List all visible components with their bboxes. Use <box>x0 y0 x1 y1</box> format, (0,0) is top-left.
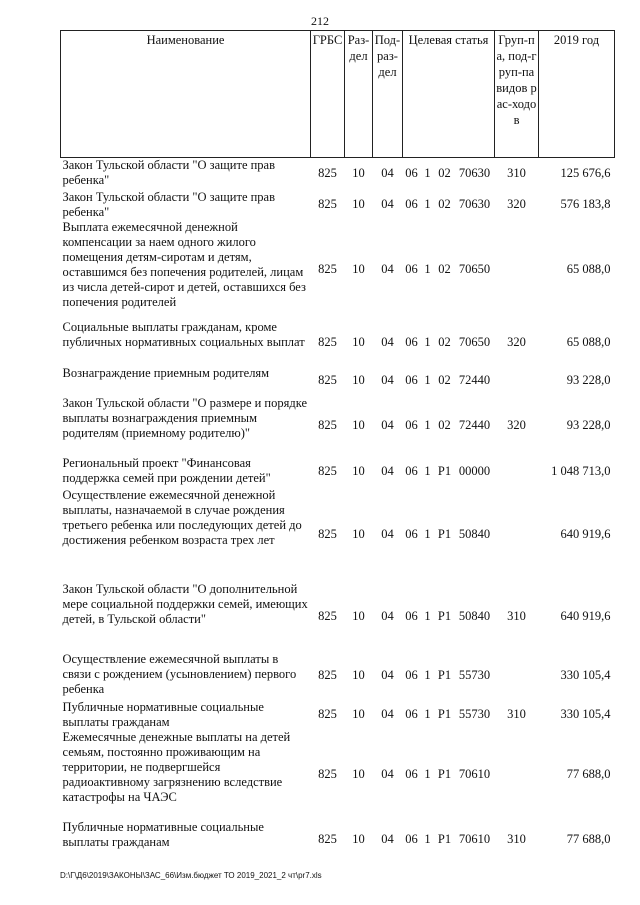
row-razdel: 10 <box>352 197 365 211</box>
row-name: Закон Тульской области "О защите прав ребенка" <box>62 189 276 219</box>
row-grbs: 825 <box>318 166 337 181</box>
row-target-subprogram: 1 <box>424 707 431 721</box>
file-path-footer: D:\Г\Д6\2019\ЗАКОНЫ\ЗАС_66\Изм.бюджет ТО 2019_2021_2 чт\pr7.xls <box>60 871 322 880</box>
row-target-subprogram: 1 <box>424 609 431 623</box>
row-target-subprogram: 1 <box>424 668 431 682</box>
row-target-program: 06 <box>405 166 418 181</box>
row-target-direction: 00000 <box>458 464 491 478</box>
table-row <box>61 190 615 220</box>
row-target-program: 06 <box>405 262 418 276</box>
row-target-subprogram: 1 <box>424 832 431 846</box>
row-razdel: 10 <box>352 335 365 349</box>
row-expense-type <box>495 652 539 700</box>
row-grbs: 825 <box>318 767 337 781</box>
header-group: Груп-па, под-груп-па видов рас-ходов <box>495 31 539 158</box>
row-amount-2019: 77 688,0 <box>566 767 611 781</box>
table-row <box>61 488 615 582</box>
row-razdel: 10 <box>352 464 365 478</box>
row-name: Выплата ежемесячной денежной компенсации за наем одного жилого помещения детям-сиротам и детям, оставшимся без попечения родителей, лицам из числа детей-сирот и детей, оставшихся без попечения родителей <box>62 219 306 309</box>
row-podrazdel: 04 <box>381 418 394 432</box>
row-amount-2019: 65 088,0 <box>566 262 611 276</box>
row-target-event: 02 <box>438 335 451 349</box>
row-razdel: 10 <box>352 832 365 846</box>
row-target-direction: 70610 <box>458 832 491 846</box>
row-name: Вознаграждение приемным родителям <box>62 365 270 380</box>
row-expense-type <box>495 220 539 320</box>
row-razdel: 10 <box>352 609 365 623</box>
header-year: 2019 год <box>539 31 615 158</box>
table-row <box>61 582 615 652</box>
row-target-program: 06 <box>405 464 418 478</box>
row-target-program: 06 <box>405 707 418 721</box>
table-row <box>61 820 615 860</box>
row-amount-2019: 330 105,4 <box>560 668 611 682</box>
row-expense-type <box>495 730 539 820</box>
row-grbs: 825 <box>318 464 337 478</box>
row-target-direction: 72440 <box>458 373 491 387</box>
row-target-event: 02 <box>438 373 451 387</box>
row-target-program: 06 <box>405 373 418 387</box>
row-expense-type: 310 <box>507 166 526 181</box>
row-grbs: 825 <box>318 832 337 846</box>
row-name: Осуществление ежемесячной денежной выплаты, назначаемой в случае рождения третьего ребенка или последующих детей до достижения ребенком возраста трех лет <box>62 487 302 547</box>
row-expense-type <box>495 366 539 396</box>
table-row <box>61 320 615 366</box>
row-target-direction: 70650 <box>458 335 491 349</box>
row-podrazdel: 04 <box>381 707 394 721</box>
row-target-program: 06 <box>405 609 418 623</box>
row-target-event: P1 <box>437 767 452 781</box>
table-row <box>61 700 615 730</box>
row-grbs: 825 <box>318 668 337 682</box>
row-target-subprogram: 1 <box>424 166 431 181</box>
row-name: Закон Тульской области "О защите прав ребенка" <box>62 158 276 187</box>
row-target-direction: 55730 <box>458 707 491 721</box>
row-target-subprogram: 1 <box>424 262 431 276</box>
row-podrazdel: 04 <box>381 609 394 623</box>
header-name: Наименование <box>61 31 311 158</box>
row-expense-type: 310 <box>507 609 526 623</box>
row-name: Социальные выплаты гражданам, кроме публичных нормативных социальных выплат <box>62 319 305 349</box>
table-header <box>61 31 615 158</box>
row-razdel: 10 <box>352 527 365 541</box>
page-number: 212 <box>311 14 329 28</box>
row-name: Публичные нормативные социальные выплаты гражданам <box>62 699 264 729</box>
row-razdel: 10 <box>352 767 365 781</box>
row-podrazdel: 04 <box>381 197 394 211</box>
row-expense-type: 310 <box>507 707 526 721</box>
table-row <box>61 396 615 456</box>
row-target-direction: 70630 <box>458 166 491 181</box>
row-target-subprogram: 1 <box>424 373 431 387</box>
row-name: Закон Тульской области "О дополнительной мере социальной поддержки семей, имеющих детей, в Тульской области" <box>62 581 308 626</box>
row-grbs: 825 <box>318 609 337 623</box>
table-row <box>61 366 615 396</box>
row-target-program: 06 <box>405 832 418 846</box>
header-grbs: ГРБС <box>311 31 345 158</box>
row-target-subprogram: 1 <box>424 197 431 211</box>
row-name: Закон Тульской области "О размере и порядке выплаты вознаграждения приемным родителям (приемному родителю)" <box>62 395 308 440</box>
row-grbs: 825 <box>318 262 337 276</box>
row-podrazdel: 04 <box>381 464 394 478</box>
header-razdel: Раз-дел <box>345 31 373 158</box>
row-podrazdel: 04 <box>381 832 394 846</box>
row-target-program: 06 <box>405 197 418 211</box>
row-expense-type <box>495 456 539 488</box>
row-target-event: P1 <box>437 668 452 682</box>
row-expense-type <box>495 488 539 582</box>
row-grbs: 825 <box>318 527 337 541</box>
row-grbs: 825 <box>318 335 337 349</box>
row-expense-type: 320 <box>507 335 526 349</box>
row-target-subprogram: 1 <box>424 464 431 478</box>
row-amount-2019: 93 228,0 <box>566 418 611 432</box>
row-grbs: 825 <box>318 197 337 211</box>
header-podrazdel: Под-раз-дел <box>373 31 403 158</box>
row-target-event: 02 <box>438 166 451 181</box>
table-row <box>61 158 615 190</box>
row-target-program: 06 <box>405 418 418 432</box>
row-podrazdel: 04 <box>381 527 394 541</box>
row-target-subprogram: 1 <box>424 335 431 349</box>
row-amount-2019: 640 919,6 <box>560 527 611 541</box>
row-amount-2019: 330 105,4 <box>560 707 611 721</box>
table-body <box>61 158 615 860</box>
row-grbs: 825 <box>318 373 337 387</box>
row-name: Ежемесячные денежные выплаты на детей семьям, постоянно проживающим на территории, не подвергшейся радиоактивному загрязнению вследствие катастрофы на ЧАЭС <box>62 729 291 804</box>
row-razdel: 10 <box>352 166 365 181</box>
row-target-direction: 50840 <box>458 527 491 541</box>
row-name: Осуществление ежемесячной выплаты в связи с рождением (усыновлением) первого ребенка <box>62 651 297 696</box>
row-target-program: 06 <box>405 668 418 682</box>
row-target-event: P1 <box>437 609 452 623</box>
row-amount-2019: 576 183,8 <box>560 197 611 211</box>
row-target-subprogram: 1 <box>424 418 431 432</box>
table-row <box>61 652 615 700</box>
row-target-direction: 55730 <box>458 668 491 682</box>
row-target-program: 06 <box>405 335 418 349</box>
row-target-direction: 72440 <box>458 418 491 432</box>
row-amount-2019: 65 088,0 <box>566 335 611 349</box>
row-podrazdel: 04 <box>381 668 394 682</box>
row-target-event: P1 <box>437 707 452 721</box>
row-razdel: 10 <box>352 418 365 432</box>
row-podrazdel: 04 <box>381 166 394 181</box>
row-amount-2019: 1 048 713,0 <box>551 464 611 478</box>
row-expense-type: 310 <box>507 832 526 846</box>
row-amount-2019: 93 228,0 <box>566 373 611 387</box>
table-row <box>61 456 615 488</box>
row-podrazdel: 04 <box>381 335 394 349</box>
row-target-program: 06 <box>405 767 418 781</box>
row-podrazdel: 04 <box>381 767 394 781</box>
row-razdel: 10 <box>352 262 365 276</box>
table-row <box>61 730 615 820</box>
row-razdel: 10 <box>352 668 365 682</box>
row-target-direction: 70630 <box>458 197 491 211</box>
row-target-direction: 70610 <box>458 767 491 781</box>
budget-table <box>60 30 615 860</box>
row-target-event: 02 <box>438 418 451 432</box>
row-target-subprogram: 1 <box>424 527 431 541</box>
row-target-subprogram: 1 <box>424 767 431 781</box>
row-amount-2019: 77 688,0 <box>566 832 611 846</box>
row-podrazdel: 04 <box>381 373 394 387</box>
row-razdel: 10 <box>352 373 365 387</box>
row-target-event: 02 <box>438 262 451 276</box>
row-target-direction: 70650 <box>458 262 491 276</box>
row-razdel: 10 <box>352 707 365 721</box>
row-target-direction: 50840 <box>458 609 491 623</box>
row-grbs: 825 <box>318 707 337 721</box>
table-row <box>61 220 615 320</box>
row-target-event: 02 <box>438 197 451 211</box>
row-target-program: 06 <box>405 527 418 541</box>
row-amount-2019: 640 919,6 <box>560 609 611 623</box>
row-amount-2019: 125 676,6 <box>560 166 611 181</box>
row-expense-type: 320 <box>507 197 526 211</box>
row-expense-type: 320 <box>507 418 526 432</box>
row-grbs: 825 <box>318 418 337 432</box>
row-podrazdel: 04 <box>381 262 394 276</box>
row-name: Публичные нормативные социальные выплаты гражданам <box>62 819 264 849</box>
row-name: Региональный проект "Финансовая поддержка семей при рождении детей" <box>62 455 271 485</box>
row-target-event: P1 <box>437 832 452 846</box>
row-target-event: P1 <box>437 464 452 478</box>
row-target-event: P1 <box>437 527 452 541</box>
header-target: Целевая статья <box>403 31 495 158</box>
